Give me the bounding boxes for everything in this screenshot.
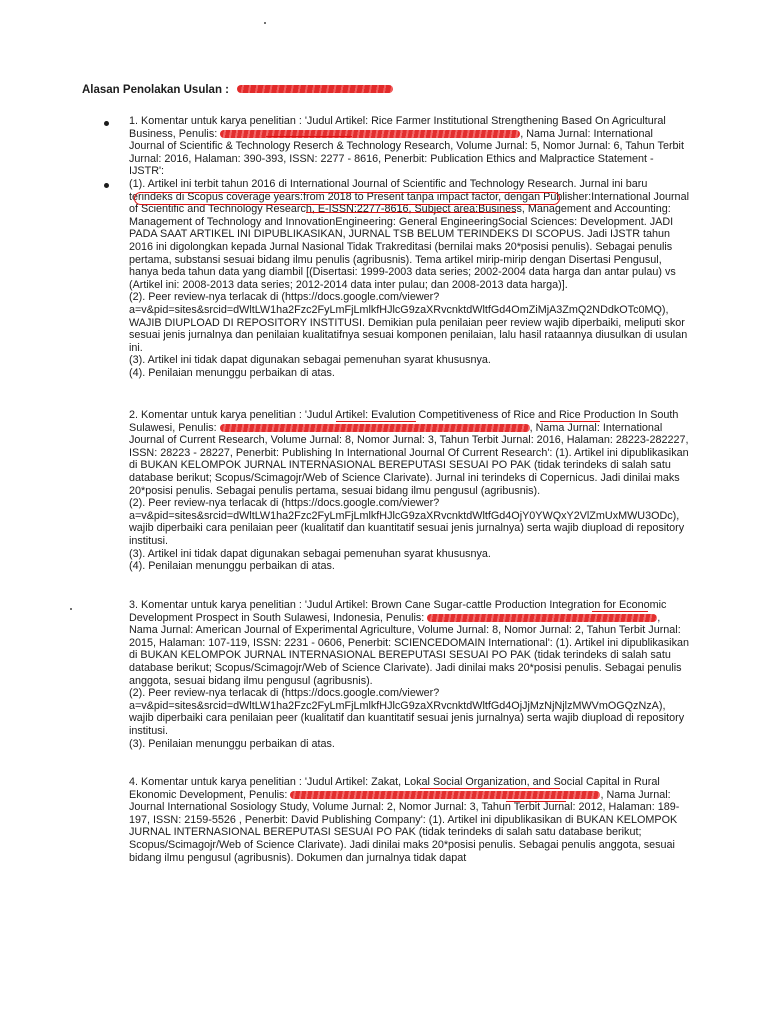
comment-paragraph: 2. Komentar untuk karya penelitian : 'Judul Artikel: Evalution Competitiveness of Rice and Rice Production In South Sulawesi, Penulis: , Nama Jurnal: International Journal of Current Research, Volume Jurnal: 8, Nomor Jurnal: 3, Tahun Terbit Jurnal: 2016, Halaman: 28223-282227, ISSN: 28223 - 28227, Penerbit: Publishing In International Journal Of Current Research': (1). Artikel ini dipublikasikan di BUKAN KELOMPOK JURNAL INTERNASIONAL BEREPUTASI SESUAI PO PAK (tidak terindeks di salah satu database berikut; Scopus/Scimagojr/Web of Science Clarivate). Jurnal ini terindeks di Copernicus. Jadi dinilai maks 20*posisi penulis. Sebagai penulis pertama, sesuai bidang ilmu pengusul (agribusnis). [129, 409, 689, 497]
bullet-dot [104, 121, 109, 126]
sub-point-text: dengan Publisher:International Journal of Scientific and Technology Research, E-ISSN:2277-8616, Subject area:Business, Management and Accounting: Management of Technology and InnovationEngineering: General EngineeringSocial Sciences: Development. JADI PADA SAAT ARTIKEL INI DIPUBLIKASIKAN, JURNAL TSB BELUM TERINDEKS DI SCOPUS. Jadi IJSTR tahun 2016 ini digolongkan kepada Jurnal Nasional Tidak Trakreditasi (bernilai maks 20*posisi penulis). Sebagai penulis pertama, substansi sesuai bidang ilmu penulis (agribusnis). Tema artikel mirip-mirip dengan Disertasi Pengusul, hanya beda tahun data yang diambil [(Disertasi: 1999-2003 data series; 2002-2004 data harga dan antar pulau) vs (Artikel ini: 2008-2013 data series; 2012-2014 data inter pulau; dan 2008-2013 data harga)]. [129, 190, 689, 291]
comment-entry-4 [129, 776, 689, 864]
item-number: 2. [129, 409, 139, 421]
comment-text: Komentar untuk karya penelitian : 'Judul Artikel: Rice Farmer Institutional Strengthening Based On Agricultural Business, Penulis: [129, 115, 666, 140]
sub-point: (3). Artikel ini tidak dapat digunakan sebagai pemenuhan syarat khususnya. [129, 354, 491, 367]
bullet-dot [104, 183, 109, 188]
comment-entry-3 [129, 599, 689, 750]
page-heading: Alasan Penolakan Usulan : [82, 84, 229, 96]
comment-entry-2 [129, 409, 689, 573]
redaction-mark [220, 130, 520, 138]
sub-point: (4). Penilaian menunggu perbaikan di atas. [129, 366, 335, 379]
sub-point: (4). Penilaian menunggu perbaikan di atas. [129, 560, 335, 573]
circled-text: terindeks di Scopus coverage years:from 2018 to Present tanpa impact factor, [129, 190, 502, 203]
item-number: 3. [129, 599, 139, 611]
sub-point: (3). Artikel ini tidak dapat digunakan sebagai pemenuhan syarat khususnya. [129, 547, 491, 560]
redaction-mark [237, 85, 393, 93]
comment-text: Nama Jurnal: International Journal of Current Research, Volume Jurnal: 8, Nomor Jurnal: 3, Tahun Terbit Jurnal: 2016, Halaman: 28223-282227, ISSN: 28223 - 28227, Penerbit: Publishing In International Journal Of Current Research': (1). Artikel ini dipublikasikan di BUKAN KELOMPOK JURNAL INTERNASIONAL BEREPUTASI SESUAI PO PAK (tidak terindeks di salah satu database berikut; Scopus/Scimagojr/Web of Science Clarivate). Jurnal ini terindeks di Copernicus. Jadi dinilai maks 20*posisi penulis. Sebagai penulis pertama, sesuai bidang ilmu pengusul (agribusnis). [129, 421, 689, 497]
sub-point: (3). Penilaian menunggu perbaikan di atas. [129, 737, 335, 750]
comment-paragraph: 1. Komentar untuk karya penelitian : 'Judul Artikel: Rice Farmer Institutional Strengthening Based On Agricultural Business, Penulis: , Nama Jurnal: International Journal of Scientific & Technology Reserch & Technology Research, Volume Jurnal: 5, Nomor Jurnal: 6, Tahun Terbit Jurnal: 2016, Halaman: 390-393, ISSN: 2277 - 8616, Penerbit: Publication Ethics and Malpractice Statement - IJSTR': [129, 115, 684, 178]
scan-speck [70, 608, 72, 610]
item-number: 1. [129, 115, 139, 127]
sub-point: (2). Peer review-nya terlacak di (https://docs.google.com/viewer?a=v&pid=sites&srcid=dWltLW1ha2Fzc2FyLmFjLmlkfHJlcG9zaXRvcnktdWltfGd4OjJjMzNjNjlzMWVmOGQzNzA), wajib diperbaiki cara penilaian peer (kualitatif dan kuantitatif sesuai jenis jurnalnya) serta wajib diupload di repository institusi. [129, 687, 685, 737]
sub-point: (2). Peer review-nya terlacak di (https://docs.google.com/viewer?a=v&pid=sites&srcid=dWltLW1ha2Fzc2FyLmFjLmlkfHJlcG9zaXRvcnktdWltfGd4OmZiMjA3ZmQ2NDdkOTc0MQ), WAJIB DIUPLOAD DI REPOSITORY INSTITUSI. Demikian pula penilaian peer review wajib diperbaiki, meliputi skor sesuai jenis jurnalnya dan penilaian kualitatifnya sesuai komponen penilaian, lalu hasil rataannya diusulkan di usulan ini. [129, 291, 688, 354]
redaction-mark [290, 791, 600, 799]
comment-text: Nama Jurnal: American Journal of Experimental Agriculture, Volume Jurnal: 8, Nomor Jurnal: 2, Tahun Terbit Jurnal: 2015, Halaman: 107-119, ISSN: 2231 - 0606, Penerbit: SCIENCEDOMAIN International': (1). Artikel ini dipublikasikan di BUKAN KELOMPOK JURNAL INTERNASIONAL BEREPUTASI SESUAI PO PAK (tidak terindeks di salah satu database berikut; Scopus/Scimagojr/Web of Science Clarivate). Jadi dinilai maks 20*posisi penulis. Sebagai penulis anggota, sesuai bidang ilmu pengusul (agribusnis). [129, 624, 689, 687]
comment-text: Nama Jurnal: International Journal of Scientific & Technology Reserch & Technology Research, Volume Jurnal: 5, Nomor Jurnal: 6, Tahun Terbit Jurnal: 2016, Halaman: 390-393, ISSN: 2277 - 8616, Penerbit: Publication Ethics and Malpractice Statement - IJSTR': [129, 127, 684, 178]
heading-row [82, 80, 393, 98]
comment-text: Komentar untuk karya penelitian : 'Judul Artikel: Evalution Competitiveness of Rice and Rice Production In South Sulawesi, Penulis: [129, 409, 679, 434]
comment-text: Komentar untuk karya penelitian : 'Judul Artikel: Brown Cane Sugar-cattle Production Integration for Economic Development Prospect in South Sulawesi, Indonesia, Penulis: [129, 599, 667, 624]
comment-entry-1 [129, 115, 689, 379]
redaction-mark [220, 424, 530, 432]
sub-point [129, 178, 689, 291]
sub-point-text: (1). Artikel ini terbit tahun 2016 di International Journal of Scientific and Technology Research. Jurnal ini baru [129, 177, 648, 190]
comment-text: Nama Jurnal: Journal International Sosiology Study, Volume Jurnal: 2, Nomor Jurnal: 3, Tahun Terbit Jurnal: 2012, Halaman: 189-197, ISSN: 2159-5526 , Penerbit: David Publishing Company': (1). Artikel ini dipublikasikan di BUKAN KELOMPOK JURNAL INTERNASIONAL BEREPUTASI SESUAI PO PAK (tidak terindeks di salah satu database berikut; Scopus/Scimagojr/Web of Science Clarivate). Jadi dinilai maks 20*posisi penulis. Sebagai penulis anggota, sesuai bidang ilmu pengusul (agribusnis). Dokumen dan jurnalnya tidak dapat [129, 788, 680, 864]
redaction-mark [427, 614, 657, 622]
sub-point: (2). Peer review-nya terlacak di (https://docs.google.com/viewer?a=v&pid=sites&srcid=dWltLW1ha2Fzc2FyLmFjLmlkfHJlcG9zaXRvcnktdWltfGd4OjY0YWQxY2VlZmUxMWU3ODc), wajib diperbaiki cara penilaian peer (kualitatif dan kuantitatif sesuai jenis jurnalnya) serta wajib diupload di repository institusi. [129, 497, 685, 547]
item-number: 4. [129, 776, 139, 788]
comment-paragraph: 4. Komentar untuk karya penelitian : 'Judul Artikel: Zakat, Lokal Social Organization, and Social Capital in Rural Ekonomic Development, Penulis: , Nama Jurnal: Journal International Sosiology Study, Volume Jurnal: 2, Nomor Jurnal: 3, Tahun Terbit Jurnal: 2012, Halaman: 189-197, ISSN: 2159-5526 , Penerbit: David Publishing Company': (1). Artikel ini dipublikasikan di BUKAN KELOMPOK JURNAL INTERNASIONAL BEREPUTASI SESUAI PO PAK (tidak terindeks di salah satu database berikut; Scopus/Scimagojr/Web of Science Clarivate). Jadi dinilai maks 20*posisi penulis. Sebagai penulis anggota, sesuai bidang ilmu pengusul (agribusnis). Dokumen dan jurnalnya tidak dapat [129, 776, 680, 864]
scan-speck [264, 22, 266, 24]
comment-text: Komentar untuk karya penelitian : 'Judul Artikel: Zakat, Lokal Social Organization, and Social Capital in Rural Ekonomic Development, Penulis: [129, 776, 660, 801]
comment-paragraph: 3. Komentar untuk karya penelitian : 'Judul Artikel: Brown Cane Sugar-cattle Production Integration for Economic Development Prospect in South Sulawesi, Indonesia, Penulis: , Nama Jurnal: American Journal of Experimental Agriculture, Volume Jurnal: 8, Nomor Jurnal: 2, Tahun Terbit Jurnal: 2015, Halaman: 107-119, ISSN: 2231 - 0606, Penerbit: SCIENCEDOMAIN International': (1). Artikel ini dipublikasikan di BUKAN KELOMPOK JURNAL INTERNASIONAL BEREPUTASI SESUAI PO PAK (tidak terindeks di salah satu database berikut; Scopus/Scimagojr/Web of Science Clarivate). Jadi dinilai maks 20*posisi penulis. Sebagai penulis anggota, sesuai bidang ilmu pengusul (agribusnis). [129, 599, 689, 687]
